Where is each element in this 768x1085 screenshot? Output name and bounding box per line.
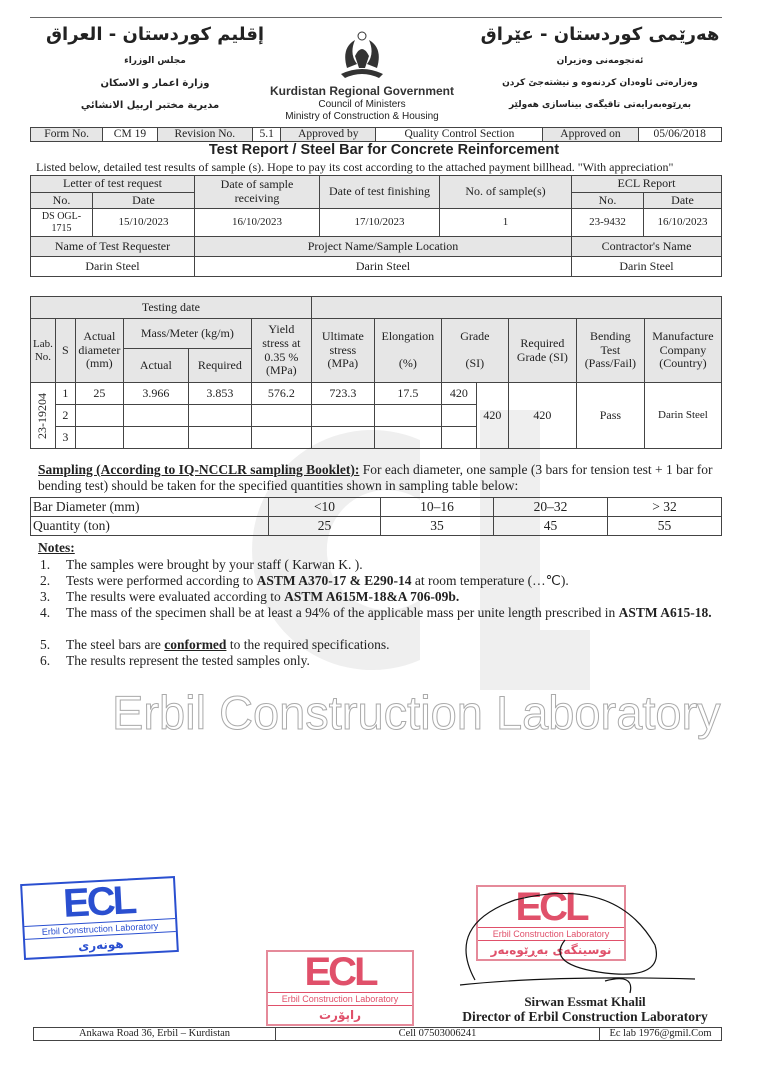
note-emphasis: conformed <box>164 637 227 652</box>
s-value: 3 <box>55 427 75 449</box>
s-value: 1 <box>55 383 75 405</box>
note-text: The samples were brought by your staff ( Karwan K. ). <box>66 557 363 572</box>
elongation-unit: (%) <box>398 356 417 371</box>
sampling-paragraph <box>38 462 728 494</box>
sampling-text: For each diameter, one sample (3 bars for tension test + 1 bar for bending test) should be taken for the specified quantities shown in sampling table below: <box>38 462 713 493</box>
elongation-value: 17.5 <box>374 383 441 405</box>
grade-overall: 420 <box>476 383 508 449</box>
note-text: to the required specifications. <box>226 637 390 652</box>
ultimate-value: 723.3 <box>311 383 374 405</box>
note-number: 1. <box>40 557 51 572</box>
quantity-label: Quantity (ton) <box>31 517 269 536</box>
mass-header: Mass/Meter (kg/m) <box>123 319 251 349</box>
ecl-logo: ECL <box>304 950 376 994</box>
note-number: 5. <box>40 637 51 652</box>
ultimate-header: Ultimate stress (MPa) <box>311 319 374 383</box>
notes-heading: Notes: <box>38 540 75 555</box>
report-no: 23-9432 <box>572 209 644 237</box>
note-standard: ASTM A615M-18&A 706-09b. <box>284 589 460 604</box>
project-label: Project Name/Sample Location <box>195 237 572 257</box>
testing-date-label: Testing date <box>31 297 312 319</box>
arabic-region-title: إقليم كوردستان - العراق <box>45 24 265 45</box>
quantity-value: 55 <box>608 517 722 536</box>
requester-value: Darin Steel <box>31 257 195 277</box>
ecl-logo: ECL <box>515 885 587 929</box>
note-item <box>40 589 720 605</box>
results-table <box>30 296 722 449</box>
mass-required-value: 3.853 <box>188 383 251 405</box>
ecl-no-header: No. <box>572 193 644 209</box>
samples-count: 1 <box>440 209 572 237</box>
approved-by-value: Quality Control Section <box>376 128 543 142</box>
report-title: Test Report / Steel Bar for Concrete Reinforcement <box>208 142 560 158</box>
signatory-title: Director of Erbil Construction Laboratory <box>462 1009 708 1024</box>
stamp-lab-name: Erbil Construction Laboratory <box>478 927 624 941</box>
stamp-label: راپۆرت <box>318 1008 362 1022</box>
ecl-logo: ECL <box>62 878 136 926</box>
requester-label: Name of Test Requester <box>31 237 195 257</box>
quantity-value: 35 <box>381 517 494 536</box>
bar-diameter-label: Bar Diameter (mm) <box>31 498 269 517</box>
footer-email[interactable]: Ec lab 1976@gmil.Com <box>600 1028 722 1041</box>
approved-on-label: Approved on <box>543 128 638 142</box>
revision-label: Revision No. <box>157 128 253 142</box>
required-grade-value: 420 <box>508 383 576 449</box>
diameter-value: 25 <box>75 383 123 405</box>
header-frame <box>30 17 722 18</box>
lab-no-text: 23-19204 <box>35 392 50 439</box>
manufacturer-header: Manufacture Company (Country) <box>644 319 721 383</box>
footer-address: Ankawa Road 36, Erbil – Kurdistan <box>34 1028 276 1041</box>
krg-emblem-icon <box>337 28 387 80</box>
kurdish-council: ئەنجومەنی وەزیران <box>556 56 644 66</box>
approved-on-value: 05/06/2018 <box>638 128 722 142</box>
sampling-table <box>30 497 722 536</box>
s-value: 2 <box>55 405 75 427</box>
footer-cell: Cell 07503006241 <box>276 1028 600 1041</box>
letter-date: 15/10/2023 <box>93 209 195 237</box>
receiving-date: 16/10/2023 <box>195 209 320 237</box>
form-no-label: Form No. <box>31 128 103 142</box>
manufacturer-value: Darin Steel <box>644 383 721 449</box>
note-standard: ASTM A615-18. <box>618 605 712 620</box>
bending-header: Bending Test (Pass/Fail) <box>576 319 644 383</box>
watermark-text: Erbil Construction Laboratory <box>112 686 721 739</box>
yield-value: 576.2 <box>251 383 311 405</box>
mass-required-header: Required <box>188 349 251 383</box>
blue-stamp <box>20 876 179 960</box>
note-text: The mass of the specimen shall be at least a 94% of the applicable mass per unite length prescribed in <box>66 605 619 620</box>
english-council: Council of Ministers <box>318 99 406 110</box>
mass-actual-value: 3.966 <box>123 383 188 405</box>
elongation-label: Elongation <box>381 328 435 343</box>
s-header: S <box>55 319 75 383</box>
yield-header: Yield stress at 0.35 % (MPa) <box>251 319 311 383</box>
lab-no-value <box>31 383 56 449</box>
required-grade-header: Required Grade (SI) <box>508 319 576 383</box>
kurdish-ministry: وەزارەتی ئاوەدان كردنەوە و نیشتەجێ كردن <box>502 78 698 88</box>
english-ministry: Ministry of Construction & Housing <box>285 111 439 122</box>
contractor-value: Darin Steel <box>572 257 722 277</box>
diameter-header: Actual diameter (mm) <box>75 319 123 383</box>
grade-label: Grade <box>460 328 490 343</box>
approved-by-label: Approved by <box>281 128 376 142</box>
quantity-value: 25 <box>269 517 381 536</box>
ecl-date-header: Date <box>644 193 722 209</box>
kurdish-directorate: بەڕێوەبەرایەتی تاقیگەی بیناسازی هەولێر <box>508 100 692 110</box>
contractor-label: Contractor's Name <box>572 237 722 257</box>
form-no-value: CM 19 <box>103 128 157 142</box>
note-text: The steel bars are <box>66 637 165 652</box>
lab-no-header: Lab. No. <box>31 319 56 383</box>
note-text: The results represent the tested samples only. <box>66 653 310 668</box>
stamp-lab-name: Erbil Construction Laboratory <box>24 918 176 940</box>
test-finishing-header: Date of test finishing <box>320 176 440 209</box>
request-table <box>30 175 722 277</box>
note-item <box>40 605 720 621</box>
revision-value: 5.1 <box>253 128 281 142</box>
testing-date-value <box>311 297 721 319</box>
note-item <box>40 637 720 653</box>
note-number: 3. <box>40 589 51 604</box>
intro-text: Listed below, detailed test results of sample (s). Hope to pay its cost according to the attached payment billhead. "With appreciation" <box>36 160 674 174</box>
note-standard: ASTM A370-17 & E290-14 <box>256 573 412 588</box>
note-item <box>40 557 720 573</box>
note-item <box>40 653 720 669</box>
note-text: Tests were performed according to <box>66 573 257 588</box>
sampling-heading: Sampling (According to IQ-NCCLR sampling Booklet): <box>38 462 360 477</box>
bending-value: Pass <box>576 383 644 449</box>
letter-no: DS OGL-1715 <box>31 209 93 237</box>
diameter-range: 10–16 <box>381 498 494 517</box>
project-value: Darin Steel <box>195 257 572 277</box>
diameter-range: <10 <box>269 498 381 517</box>
note-text: at room temperature (…℃). <box>411 573 569 588</box>
stamp-label: هونەری <box>77 936 125 954</box>
signature-scribble <box>455 885 705 995</box>
no-samples-header: No. of sample(s) <box>440 176 572 209</box>
grade-value: 420 <box>441 383 476 405</box>
stamp-label: نوسینگەی بەڕێوەبەر <box>490 943 612 957</box>
letter-date-header: Date <box>93 193 195 209</box>
report-date: 16/10/2023 <box>644 209 722 237</box>
stamp-lab-name: Erbil Construction Laboratory <box>268 992 412 1006</box>
table-row <box>31 383 722 405</box>
form-info-table <box>30 127 722 142</box>
letter-no-header: No. <box>31 193 93 209</box>
grade-unit: (SI) <box>465 356 485 371</box>
signatory-name: Sirwan Essmat Khalil <box>524 994 646 1009</box>
note-number: 2. <box>40 573 51 588</box>
letter-header: Letter of test request <box>31 176 195 193</box>
diameter-range: 20–32 <box>494 498 608 517</box>
sample-receiving-header: Date of sample receiving <box>195 176 320 209</box>
note-number: 6. <box>40 653 51 668</box>
note-number: 4. <box>40 605 51 620</box>
english-gov: Kurdistan Regional Government <box>269 84 455 98</box>
elongation-header <box>374 319 441 383</box>
center-stamp <box>266 950 414 1026</box>
note-text: The results were evaluated according to <box>66 589 285 604</box>
quantity-value: 45 <box>494 517 608 536</box>
grade-header <box>441 319 508 383</box>
mass-actual-header: Actual <box>123 349 188 383</box>
arabic-ministry: وزارة اعمار و الاسكان <box>100 78 210 89</box>
ecl-report-header: ECL Report <box>572 176 722 193</box>
kurdish-region-title: هەرێمی كوردستان - عێراق <box>480 24 720 45</box>
finishing-date: 17/10/2023 <box>320 209 440 237</box>
note-item <box>40 573 720 589</box>
arabic-council: مجلس الوزراء <box>124 56 186 66</box>
arabic-directorate: مديرية مختبر اربيل الانشائي <box>80 100 220 111</box>
diameter-range: > 32 <box>608 498 722 517</box>
footer-table <box>33 1027 722 1041</box>
